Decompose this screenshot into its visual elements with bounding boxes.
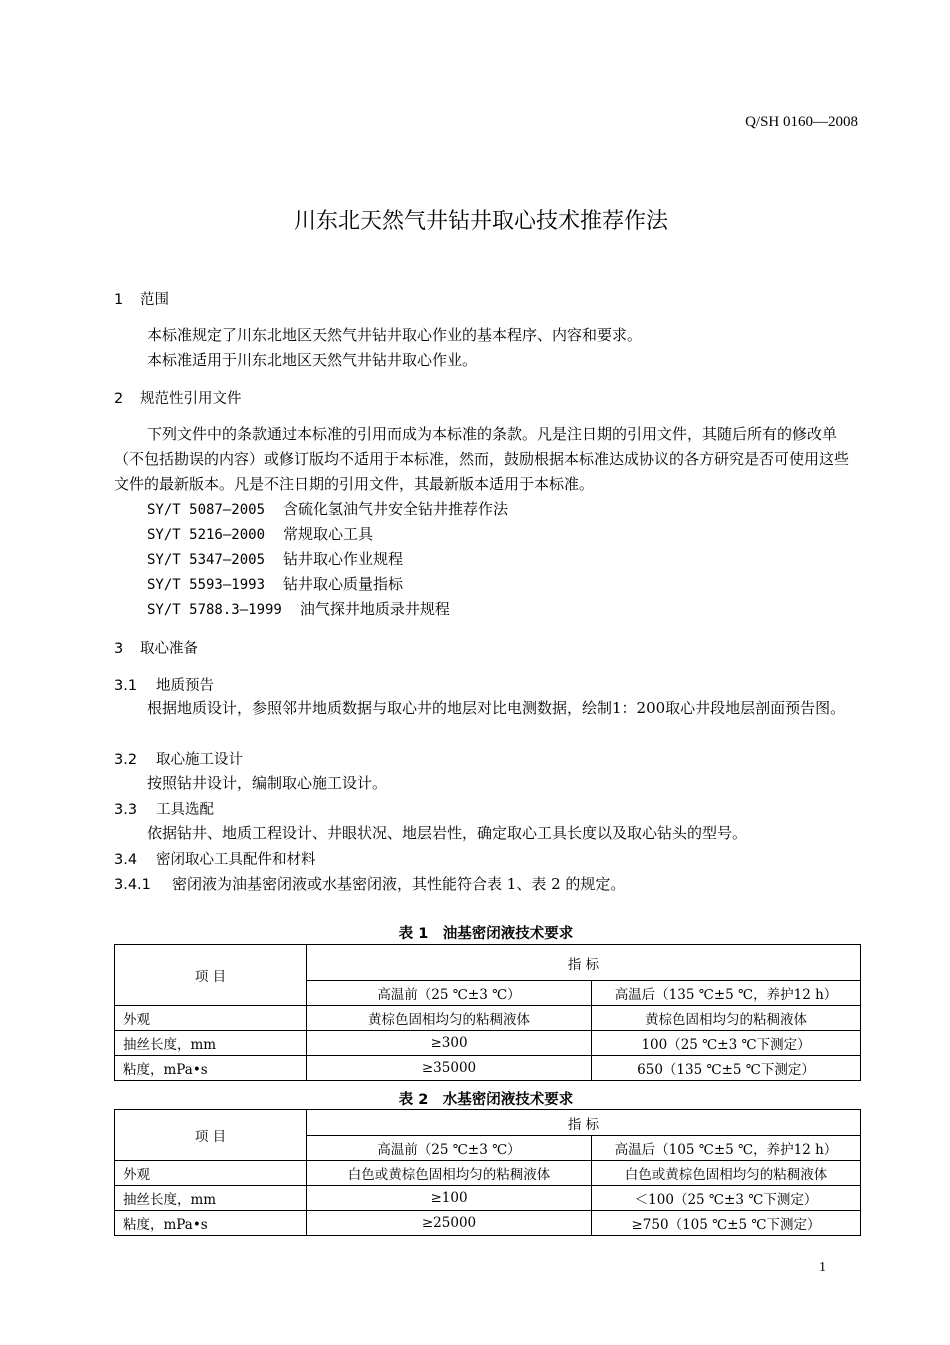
subsection-3-3-heading: [114, 798, 214, 819]
cell-item: 外观: [115, 1006, 307, 1031]
reference-item: [147, 573, 403, 594]
page-number: 1: [819, 1260, 826, 1275]
reference-code: SY/T 5347—2005: [147, 552, 266, 568]
cell-after: 黄棕色固相均匀的粘稠液体: [592, 1006, 861, 1031]
reference-code: SY/T 5788.3—1999: [147, 602, 282, 618]
table-1-caption: 表 1 油基密闭液技术要求: [398, 926, 574, 942]
subsection-number: 3.2: [114, 752, 138, 768]
table-row: [115, 1161, 861, 1186]
subsection-3-2-heading: [114, 748, 243, 769]
paragraph: 按照钻井设计，编制取心施工设计。: [147, 774, 388, 792]
subsection-title: 地质预告: [156, 678, 214, 694]
cell-item: 抽丝长度，mm: [115, 1031, 307, 1056]
section-title: 范围: [140, 292, 169, 308]
clause-text: 密闭液为油基密闭液或水基密闭液，其性能符合表 1、表 2 的规定。: [172, 875, 626, 893]
section-2-heading: [114, 387, 242, 408]
cell-after: ≥750（105 ℃±5 ℃下测定）: [592, 1211, 861, 1236]
paragraph: 本标准规定了川东北地区天然气井钻井取心作业的基本程序、内容和要求。: [147, 326, 643, 344]
cell-after: 650（135 ℃±5 ℃下测定）: [592, 1056, 861, 1081]
cell-item: 粘度，mPa•s: [115, 1211, 307, 1236]
table-header-row: [115, 1110, 861, 1136]
paragraph: 根据地质设计，参照邻井地质数据与取心井的地层对比电测数据，绘制1：200取心井段地层剖面预告图。: [147, 699, 846, 717]
subsection-number: 3.1: [114, 678, 138, 694]
clause-3-4-1: [114, 873, 625, 894]
standard-code: Q/SH 0160—2008: [745, 114, 858, 130]
header-before: 高温前（25 ℃±3 ℃）: [307, 1136, 592, 1161]
header-item: 项 目: [115, 945, 307, 1006]
table-row: [115, 1031, 861, 1056]
header-before: 高温前（25 ℃±3 ℃）: [307, 981, 592, 1006]
reference-item: [147, 523, 373, 544]
table-2: [114, 1109, 861, 1236]
section-number: 3: [114, 641, 124, 657]
section-number: 2: [114, 391, 124, 407]
reference-code: SY/T 5087—2005: [147, 502, 266, 518]
document-title: 川东北天然气井钻井取心技术推荐作法: [293, 209, 668, 234]
reference-item: [147, 498, 508, 519]
cell-item: 抽丝长度，mm: [115, 1186, 307, 1211]
reference-name: 油气探井地质录井规程: [299, 600, 450, 618]
subsection-3-4-heading: [114, 848, 316, 869]
subsection-3-1-heading: [114, 674, 214, 695]
header-index: 指 标: [307, 945, 861, 981]
section-title: 规范性引用文件: [140, 391, 242, 407]
table-row: [115, 1186, 861, 1211]
header-item: 项 目: [115, 1110, 307, 1161]
header-after: 高温后（135 ℃±5 ℃，养护12 h）: [592, 981, 861, 1006]
section-title: 取心准备: [140, 641, 198, 657]
cell-before: ≥25000: [307, 1211, 592, 1236]
section-1-heading: [114, 288, 169, 309]
subsection-title: 取心施工设计: [156, 752, 243, 768]
header-index: 指 标: [307, 1110, 861, 1136]
section-3-heading: [114, 637, 198, 658]
reference-name: 常规取心工具: [283, 525, 374, 543]
subsection-title: 工具选配: [156, 802, 214, 818]
clause-number: 3.4.1: [114, 877, 151, 893]
paragraph: 依据钻井、地质工程设计、井眼状况、地层岩性，确定取心工具长度以及取心钻头的型号。: [147, 824, 748, 842]
header-after: 高温后（105 ℃±5 ℃，养护12 h）: [592, 1136, 861, 1161]
section-number: 1: [114, 292, 124, 308]
cell-after: ＜100（25 ℃±3 ℃下测定）: [592, 1186, 861, 1211]
reference-item: [147, 598, 450, 619]
table-1: [114, 944, 861, 1081]
subsection-number: 3.3: [114, 802, 138, 818]
cell-before: ≥300: [307, 1031, 592, 1056]
reference-item: [147, 548, 403, 569]
cell-before: 白色或黄棕色固相均匀的粘稠液体: [307, 1161, 592, 1186]
reference-code: SY/T 5216—2000: [147, 527, 266, 543]
reference-code: SY/T 5593—1993: [147, 577, 266, 593]
table-row: [115, 1056, 861, 1081]
table-header-row: [115, 945, 861, 981]
reference-name: 钻井取心作业规程: [283, 550, 404, 568]
table-row: [115, 1211, 861, 1236]
paragraph: 本标准适用于川东北地区天然气井钻井取心作业。: [147, 351, 478, 369]
cell-before: ≥100: [307, 1186, 592, 1211]
subsection-number: 3.4: [114, 852, 138, 868]
cell-item: 外观: [115, 1161, 307, 1186]
cell-before: ≥35000: [307, 1056, 592, 1081]
cell-after: 白色或黄棕色固相均匀的粘稠液体: [592, 1161, 861, 1186]
reference-name: 钻井取心质量指标: [283, 575, 404, 593]
paragraph: 下列文件中的条款通过本标准的引用而成为本标准的条款。凡是注日期的引用文件，其随后所有的修改单（不包括勘误的内容）或修订版均不适用于本标准，然而，鼓励根据本标准达成协议的各方研究是否可使用这些文件的最新版本。凡是不注日期的引用文件，其最新版本适用于本标准。: [114, 425, 850, 493]
subsection-title: 密闭取心工具配件和材料: [156, 852, 316, 868]
table-row: [115, 1006, 861, 1031]
cell-before: 黄棕色固相均匀的粘稠液体: [307, 1006, 592, 1031]
table-2-caption: 表 2 水基密闭液技术要求: [398, 1092, 574, 1108]
cell-after: 100（25 ℃±3 ℃下测定）: [592, 1031, 861, 1056]
reference-name: 含硫化氢油气井安全钻井推荐作法: [283, 500, 509, 518]
cell-item: 粘度，mPa•s: [115, 1056, 307, 1081]
